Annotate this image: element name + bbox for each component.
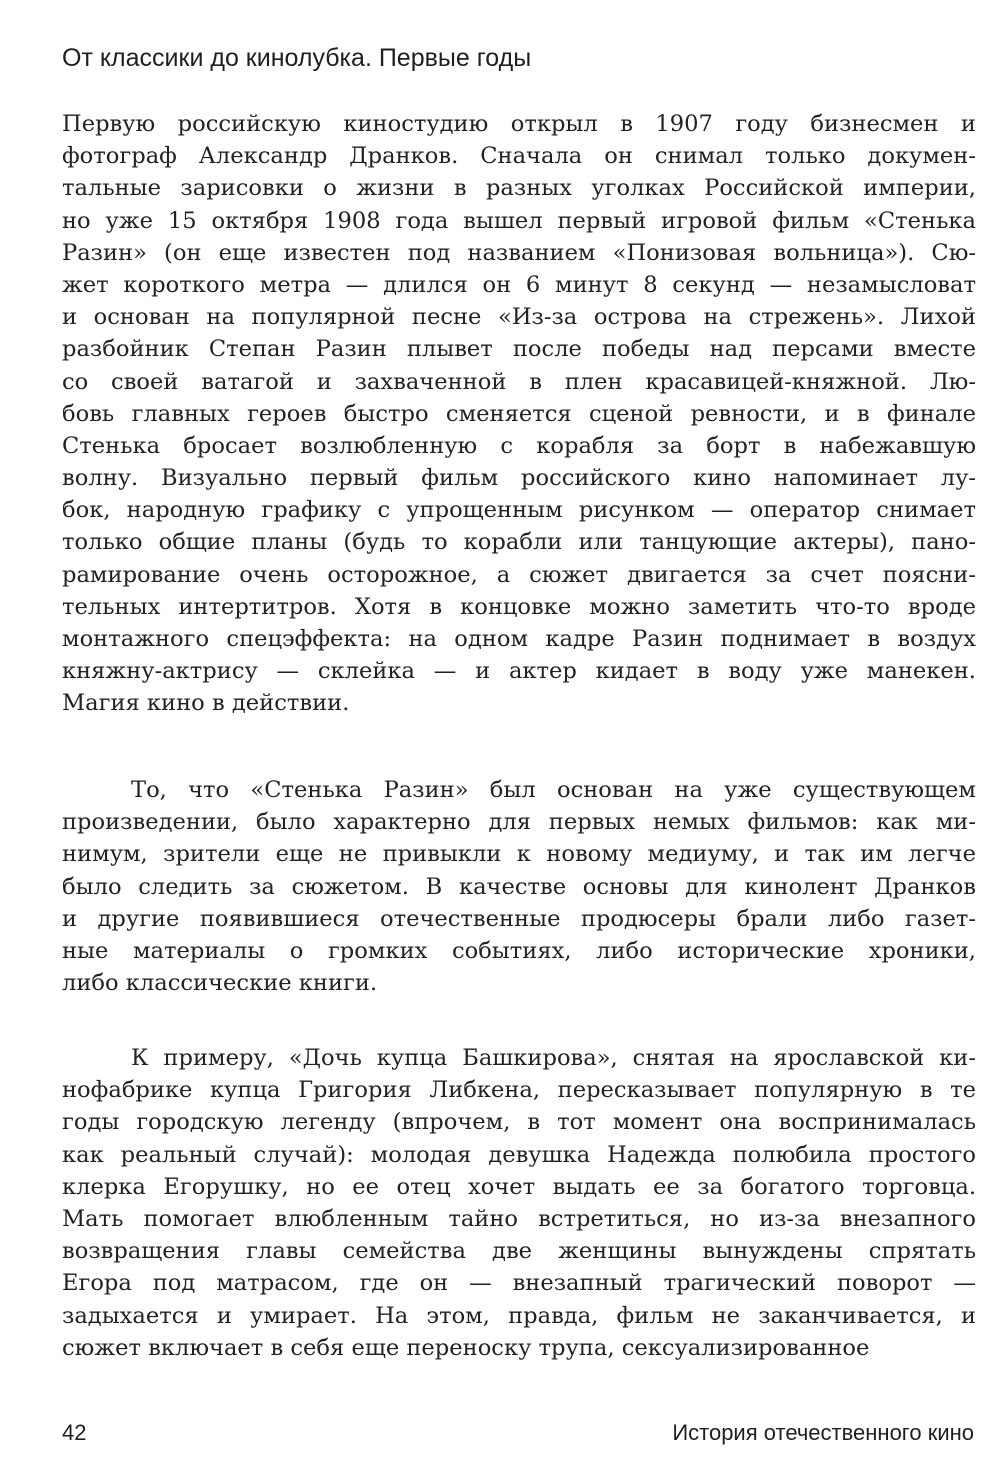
text-line: возвращения главы семейства две женщины вынуждены спрятать [62,1238,976,1265]
text-line: Стенька бросает возлюбленную с корабля за борт в набежавшую [62,432,976,459]
text-line: бовь главных героев быстро сменяется сценой ревности, и в финале [62,400,976,427]
text-line: жет короткого метра — длился он 6 минут 8 секунд — незамысловат [62,271,976,298]
text-line: клерка Егорушку, но ее отец хочет выдать ее за богатого торговца. [62,1173,976,1200]
text-line: сюжет включает в себя еще переноску трупа, сексуализированное [62,1334,870,1361]
text-line: тельных интертитров. Хотя в концовке можно заметить что-то вроде [62,593,976,620]
text-line: К примеру, «Дочь купца Башкирова», снятая на ярославской ки- [131,1045,976,1071]
text-line: только общие планы (будь то корабли или танцующие актеры), пано- [62,529,976,556]
text-line: нофабрике купца Григория Либкена, пересказывает популярную в те [62,1077,976,1104]
text-line: нимум, зрители еще не привыкли к новому медиуму, и так им легче [62,841,976,868]
paragraph-3 [62,1042,976,1364]
text-line: но уже 15 октября 1908 года вышел первый игровой фильм «Стенька [62,207,976,234]
text-line: Первую российскую киностудию открыл в 1907 году бизнесмен и [62,111,976,137]
text-line: со своей ватагой и захваченной в плен красавицей-княжной. Лю- [62,368,976,395]
text-line: тальные зарисовки о жизни в разных уголках Российской империи, [62,175,976,202]
text-line: фотограф Александр Дранков. Сначала он снимал только докумен- [62,143,976,170]
text-line: задыхается и умирает. На этом, правда, фильм не заканчивается, и [62,1302,976,1329]
page-number: 42 [62,1420,87,1445]
text-line: было следить за сюжетом. В качестве основы для кинолент Дранков [62,873,976,900]
text-line: либо классические книги. [62,970,378,997]
book-title: История отечественного кино [672,1420,974,1445]
text-line: Магия кино в действии. [62,690,350,717]
text-line: Разин» (он еще известен под названием «Понизовая вольница»). Сю- [62,239,976,266]
paragraph-2 [62,774,976,999]
text-line: и другие появившиеся отечественные продюсеры брали либо газет- [62,905,976,932]
text-line: разбойник Степан Разин плывет после победы над персами вместе [62,336,976,363]
text-line: волну. Визуально первый фильм российского кино напоминает лу- [62,465,976,492]
paragraph-1 [62,108,976,720]
text-line: как реальный случай): молодая девушка Надежда полюбила простого [62,1141,976,1168]
text-line: годы городскую легенду (впрочем, в тот момент она воспринималась [62,1109,976,1136]
text-line: бок, народную графику с упрощенным рисунком — оператор снимает [62,497,976,524]
text-line: княжну-актрису — склейка — и актер кидает в воду уже манекен. [62,658,976,685]
text-line: рамирование очень осторожное, а сюжет двигается за счет поясни- [62,561,976,588]
text-line: монтажного спецэффекта: на одном кадре Разин поднимает в воздух [62,626,976,652]
text-line: произведении, было характерно для первых немых фильмов: как ми- [62,809,976,836]
text-line: То, что «Стенька Разин» был основан на уже существующем [131,777,976,803]
text-line: и основан на популярной песне «Из-за острова на стрежень». Лихой [62,304,976,331]
text-line: Егора под матрасом, где он — внезапный трагический поворот — [62,1270,976,1297]
text-line: ные материалы о громких событиях, либо исторические хроники, [62,937,976,964]
running-head-title: От классики до кинолубка. Первые годы [62,44,532,72]
text-line: Мать помогает влюбленным тайно встретиться, но из-за внезапного [62,1205,976,1232]
